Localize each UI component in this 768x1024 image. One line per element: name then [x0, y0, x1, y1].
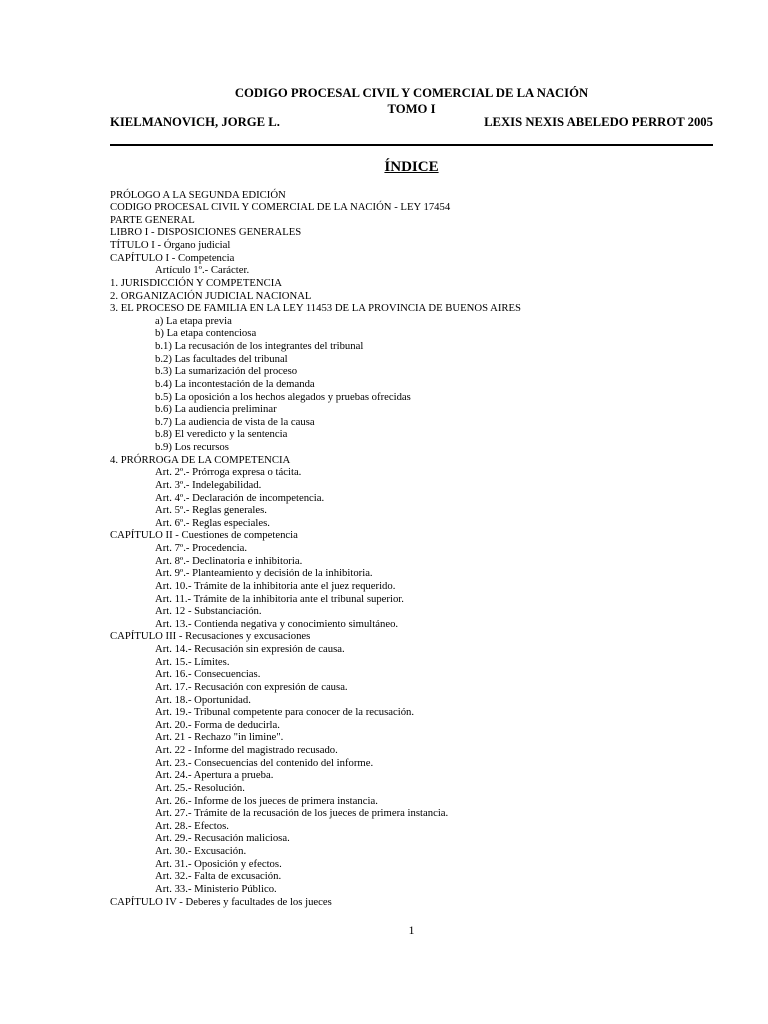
toc-subentry: Art. 5º.- Reglas generales.: [155, 504, 267, 517]
toc-subentry: Art. 25.- Resolución.: [155, 781, 245, 794]
toc-subentry: Art. 2º.- Prórroga expresa o tácita.: [155, 466, 302, 479]
toc-subentry: a) La etapa previa: [155, 314, 232, 327]
toc-subentry: Art. 29.- Recusación maliciosa.: [155, 832, 290, 845]
toc-subentry: b.6) La audiencia preliminar: [155, 403, 277, 416]
toc-subentry: b.5) La oposición a los hechos alegados y pruebas ofrecidas: [155, 390, 411, 403]
toc-entry: CAPÍTULO IV - Deberes y facultades de los jueces: [110, 895, 332, 908]
toc-subentry: Art. 20.- Forma de deducirla.: [155, 718, 280, 731]
toc-entry: CAPÍTULO I - Competencia: [110, 251, 235, 264]
toc-subentry: Art. 24.- Apertura a prueba.: [155, 769, 274, 782]
toc-subentry: Art. 10.- Trámite de la inhibitoria ante el juez requerido.: [155, 579, 396, 592]
toc-entry: 2. ORGANIZACIÓN JUDICIAL NACIONAL: [110, 289, 312, 302]
header-divider: [110, 144, 713, 146]
toc-entry: 4. PRÓRROGA DE LA COMPETENCIA: [110, 453, 291, 466]
toc-subentry: b.3) La sumarización del proceso: [155, 365, 298, 378]
toc-subentry: b.8) El veredicto y la sentencia: [155, 428, 288, 441]
toc-subentry: Art. 16.- Consecuencias.: [155, 668, 261, 681]
toc-subentry: Art. 30.- Excusación.: [155, 845, 247, 858]
toc-subentry: Art. 33.- Ministerio Público.: [155, 882, 277, 895]
toc-entry: CAPÍTULO II - Cuestiones de competencia: [110, 529, 298, 542]
toc-subentry: Art. 28.- Efectos.: [155, 819, 229, 832]
toc-entry: 1. JURISDICCIÓN Y COMPETENCIA: [110, 276, 282, 289]
toc-section: [110, 630, 713, 895]
toc-entry: CODIGO PROCESAL CIVIL Y COMERCIAL DE LA NACIÓN - LEY 17454: [110, 201, 451, 214]
toc-subentry: Art. 18.- Oportunidad.: [155, 693, 251, 706]
toc-subentry: b.9) Los recursos: [155, 441, 229, 454]
volume-label: TOMO I: [387, 102, 436, 116]
publisher-name: LEXIS NEXIS ABELEDO PERROT 2005: [484, 115, 713, 129]
toc-entry: PRÓLOGO A LA SEGUNDA EDICIÓN: [110, 188, 286, 201]
toc-subentry: Art. 12 - Substanciación.: [155, 605, 262, 618]
index-heading: ÍNDICE: [384, 159, 439, 175]
toc-subentry: Art. 22 - Informe del magistrado recusado.: [155, 744, 338, 757]
toc-subentry: Art. 11.- Trámite de la inhibitoria ante el tribunal superior.: [155, 592, 404, 605]
toc-section: [110, 252, 713, 277]
toc-subentry: Art. 27.- Trámite de la recusación de los jueces de primera instancia.: [155, 807, 449, 820]
book-title: CODIGO PROCESAL CIVIL Y COMERCIAL DE LA NACIÓN: [234, 86, 589, 100]
toc-subentry: b.4) La incontestación de la demanda: [155, 377, 315, 390]
toc-subentry: Art. 31.- Oposición y efectos.: [155, 857, 282, 870]
toc-entry: 3. EL PROCESO DE FAMILIA EN LA LEY 11453 DE LA PROVINCIA DE BUENOS AIRES: [110, 302, 521, 315]
toc-subentry: b.2) Las facultades del tribunal: [155, 352, 288, 365]
toc-entry: PARTE GENERAL: [110, 213, 195, 226]
toc-subentry: Art. 13.- Contienda negativa y conocimiento simultáneo.: [155, 617, 399, 630]
toc-subentry: Art. 15.- Límites.: [155, 655, 230, 668]
toc-subentry: Art. 19.- Tribunal competente para conocer de la recusación.: [155, 706, 415, 719]
toc-subentry: Art. 32.- Falta de excusación.: [155, 870, 282, 883]
toc-entry: CAPÍTULO III - Recusaciones y excusaciones: [110, 630, 311, 643]
toc-subentry: Art. 17.- Recusación con expresión de causa.: [155, 680, 348, 693]
toc-subentry: Art. 7º.- Procedencia.: [155, 542, 248, 555]
toc-section: [110, 302, 713, 454]
toc-entry: LIBRO I - DISPOSICIONES GENERALES: [110, 226, 302, 239]
table-of-contents: [110, 189, 713, 909]
toc-subentry: b.1) La recusación de los integrantes del tribunal: [155, 340, 364, 353]
toc-section: [110, 454, 713, 530]
toc-subentry: b.7) La audiencia de vista de la causa: [155, 415, 315, 428]
toc-subentry: Art. 6º.- Reglas especiales.: [155, 516, 270, 529]
toc-subentry: Artículo 1º.- Carácter.: [155, 264, 250, 277]
toc-subentry: Art. 9º.- Planteamiento y decisión de la inhibitoria.: [155, 567, 373, 580]
toc-subentry: Art. 26.- Informe de los jueces de primera instancia.: [155, 794, 378, 807]
toc-subentry: Art. 23.- Consecuencias del contenido del informe.: [155, 756, 374, 769]
toc-section: [110, 529, 713, 630]
toc-subentry: Art. 14.- Recusación sin expresión de causa.: [155, 643, 345, 656]
toc-subentry: Art. 8º.- Declinatoria e inhibitoria.: [155, 554, 303, 567]
toc-subentry: Art. 21 - Rechazo "in limine".: [155, 731, 284, 744]
toc-subentry: Art. 4º.- Declaración de incompetencia.: [155, 491, 325, 504]
page-number: 1: [408, 923, 415, 937]
author-name: KIELMANOVICH, JORGE L.: [110, 115, 280, 129]
toc-subentry: Art. 3º.- Indelegabilidad.: [155, 478, 262, 491]
toc-entry: TÍTULO I - Órgano judicial: [110, 239, 231, 252]
toc-subentry: b) La etapa contenciosa: [155, 327, 257, 340]
